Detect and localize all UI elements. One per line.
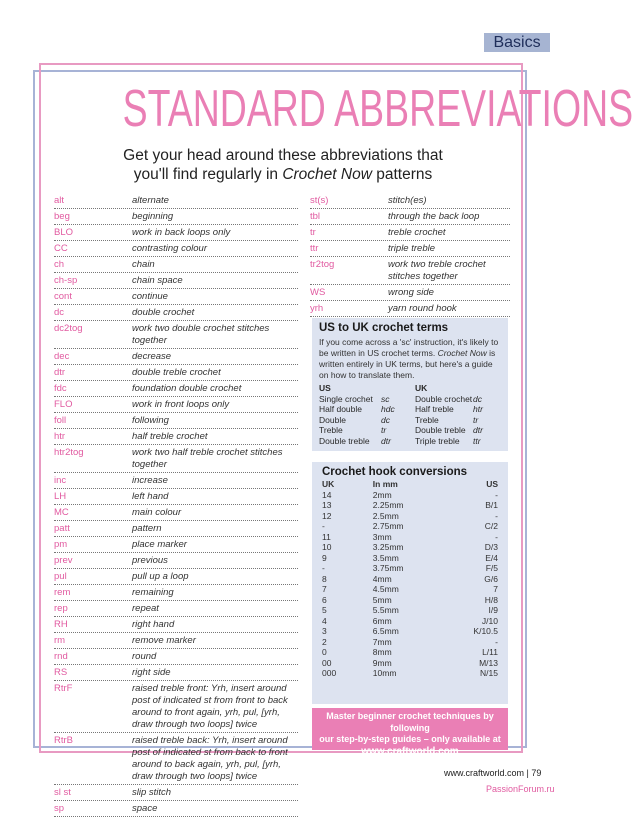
hook-cell: 0 [322,647,327,657]
abbreviation-definition: raised treble front: Yrh, insert around post of indicated st from front to back around to front again, yrh, pul, [yrh, draw through two loops] twice [132,683,288,730]
abbreviation-definition: work two double crochet stitches together [132,323,270,346]
abbreviation-term: tbl [310,211,321,222]
hook-cell: 8 [322,573,327,584]
hook-cell: 3.25mm [372,542,404,552]
abbreviation-row [54,349,298,365]
hook-row [322,584,498,595]
hook-cell: 9 [322,552,327,563]
banner-line-1: Master beginner crochet techniques by following [326,711,494,733]
hook-row [322,500,498,511]
hook-row [322,668,498,679]
hook-cell: 5mm [372,594,392,605]
us-uk-column [415,383,473,446]
abbreviation-row [54,193,298,209]
hook-cell: B/1 [485,500,498,510]
hook-cell: E/4 [485,552,498,563]
hook-cell: - [322,563,325,573]
abbreviation-definition: slip stitch [132,787,172,798]
us-uk-term: dtr [381,435,391,446]
abbreviation-term: patt [54,523,70,534]
abbreviation-term: htr [54,431,66,442]
abbreviation-row [54,665,298,681]
abbreviation-row [54,413,298,429]
abbreviation-definition: work two half treble crochet stitches together [132,447,283,470]
abbreviation-definition: triple treble [388,243,435,254]
hook-cell: 000 [322,668,337,678]
abbreviation-row [54,633,298,649]
abbreviation-row [310,193,510,209]
hook-cell: 3.75mm [372,563,404,573]
hook-cell: K/10.5 [473,626,498,636]
abbreviation-term: ch-sp [54,275,78,286]
hook-cell: 9mm [372,657,392,668]
us-uk-term: Double [319,414,346,425]
abbreviation-term: prev [54,555,73,566]
abbreviation-term: CC [54,243,68,254]
abbreviation-term: LH [54,491,67,502]
us-uk-term: dtr [473,425,483,435]
hook-cell: 8mm [372,647,392,657]
us-uk-term: Half treble [415,404,454,414]
hook-cell: 7mm [372,636,392,647]
abbreviation-term: RtrB [54,735,73,746]
hook-cell: F/5 [485,563,498,573]
us-uk-term: Treble [415,414,439,425]
abbreviation-definition: beginning [132,211,174,222]
hook-conversions-box [312,462,508,704]
hook-cell: C/2 [484,521,498,531]
abbreviation-row [54,209,298,225]
abbreviation-definition: through the back loop [388,211,480,222]
abbreviation-definition: chain [132,259,155,270]
hook-cell: 2.5mm [372,510,399,521]
abbreviation-row [54,585,298,601]
abbreviation-row [54,733,298,785]
source-credit: PassionForum.ru [486,784,555,794]
hook-header-row [322,479,498,490]
abbreviation-definition: main colour [132,507,182,518]
us-uk-term: Double treble [415,425,466,435]
abbreviation-row [54,289,298,305]
abbreviation-definition: repeat [132,603,159,614]
abbreviation-term: st(s) [310,195,329,206]
abbreviation-definition: chain space [132,275,183,286]
abbreviation-row [310,209,510,225]
abbreviation-row [54,601,298,617]
us-uk-spacer [473,383,497,394]
us-uk-term: hdc [381,404,395,414]
abbreviation-definition: half treble crochet [132,431,208,442]
abbreviation-definition: place marker [132,539,187,550]
us-uk-term: Treble [319,425,343,435]
abbreviation-row [54,273,298,289]
us-uk-heading: US to UK crochet terms [319,322,449,334]
abbreviation-row [54,365,298,381]
hook-cell: - [495,636,498,647]
hook-cell: M/13 [479,657,498,668]
abbreviation-definition: pull up a loop [132,571,189,582]
abbreviation-term: rem [54,587,71,598]
abbreviation-definition: double treble crochet [132,367,221,378]
hook-rows [322,490,498,679]
hook-cell: 3mm [372,531,392,542]
abbreviation-row [54,801,298,817]
abbreviation-term: MC [54,507,69,518]
abbreviation-term: alt [54,195,65,206]
hook-cell: I/9 [488,605,498,615]
abbreviation-row [54,785,298,801]
abbreviation-row [54,569,298,585]
hook-cell: 2mm [372,489,392,500]
us-uk-term: Single crochet [319,393,373,404]
abbreviation-definition: remove marker [132,635,196,646]
abbreviation-definition: treble crochet [388,227,446,238]
hook-column-header: In mm [372,479,398,489]
abbreviation-term: pul [54,571,67,582]
page-title: STANDARD ABBREVIATIONS [122,80,633,138]
abbreviation-row [54,445,298,473]
abbreviation-term: sp [54,803,65,814]
abbreviation-definition: yarn round hook [388,303,457,314]
abbreviation-definition: foundation double crochet [132,383,242,394]
us-uk-column [319,383,381,446]
abbreviation-definition: contrasting colour [132,243,207,254]
abbreviation-term: fdc [54,383,67,394]
abbreviation-term: sl st [54,787,71,798]
hook-row [322,563,498,574]
us-uk-column [473,383,497,446]
hook-cell: 3 [322,626,327,636]
section-tag: Basics [484,33,550,52]
abbreviation-term: RtrF [54,683,73,694]
abbreviation-term: dtr [54,367,66,378]
us-uk-term: ttr [473,435,481,446]
hook-row [322,532,498,543]
hook-cell: 6 [322,594,327,605]
hook-cell: 12 [322,510,332,521]
us-uk-term: Double crochet [415,393,473,404]
abbreviation-row [54,225,298,241]
us-uk-term: htr [473,404,483,414]
banner-url-link[interactable]: www.craftworld.com [361,745,459,757]
hook-row [322,626,498,637]
hook-row [322,658,498,669]
abbreviation-definition: previous [132,555,168,566]
us-uk-term: sc [381,393,390,404]
hook-cell: G/6 [484,573,498,584]
abbreviation-row [54,505,298,521]
hook-cell: 2 [322,636,327,647]
abbreviation-row [54,397,298,413]
hook-cell: 2.75mm [372,521,404,531]
abbreviation-row [54,681,298,733]
subtitle-magazine-name: Crochet Now [282,166,372,183]
hook-cell: 2.25mm [372,500,404,510]
abbreviations-list-right [310,193,510,317]
abbreviation-definition: raised treble back: Yrh, insert around post of indicated st from back to front around to back again, yrh, pul, [yrh, draw through two loops] twice [132,735,288,782]
hook-cell: 7 [493,584,498,594]
abbreviation-row [54,429,298,445]
abbreviation-term: BLO [54,227,74,238]
abbreviation-row [54,241,298,257]
hook-cell: D/3 [484,542,498,552]
abbreviation-row [54,617,298,633]
hook-column-header: UK [322,479,335,489]
hook-row [322,490,498,501]
abbreviation-term: yrh [310,303,324,314]
abbreviation-row [54,649,298,665]
abbreviation-term: rnd [54,651,68,662]
promo-banner[interactable] [312,708,508,757]
hook-cell: 4.5mm [372,584,399,594]
page-subtitle [60,146,506,184]
hook-cell: 00 [322,657,332,668]
hook-cell: 4 [322,615,327,626]
hook-cell: 10 [322,542,332,552]
subtitle-line-2-pre: you'll find regularly in [133,166,283,183]
abbreviation-row [54,553,298,569]
hook-cell: 14 [322,489,332,500]
hook-row [322,637,498,648]
us-uk-term: tr [381,425,387,435]
us-uk-column [381,383,415,446]
us-uk-column-header: US [319,383,331,393]
abbreviation-term: cont [54,291,72,302]
abbreviation-row [54,257,298,273]
abbreviation-row [310,225,510,241]
page-footer: www.craftworld.com | 79 [444,768,542,778]
abbreviation-term: foll [54,415,67,426]
abbreviation-definition: work two treble crochet stitches together [388,259,486,282]
abbreviation-term: RH [54,619,68,630]
abbreviation-definition: space [132,803,158,814]
abbreviation-row [54,521,298,537]
abbreviation-definition: work in back loops only [132,227,231,238]
abbreviation-row [54,321,298,349]
abbreviation-term: htr2tog [54,447,84,458]
hook-cell: 11 [322,531,331,542]
abbreviation-row [310,241,510,257]
hook-cell: - [495,510,498,521]
abbreviation-term: ch [54,259,65,270]
abbreviation-term: pm [54,539,68,550]
abbreviation-row [54,537,298,553]
us-uk-term: tr [473,414,479,425]
hook-cell: 7 [322,584,327,594]
hook-row [322,553,498,564]
hook-cell: L/11 [482,647,498,657]
abbreviation-row [310,285,510,301]
hook-cell: 4mm [372,573,392,584]
abbreviation-term: dec [54,351,70,362]
hook-row [322,542,498,553]
abbreviation-definition: increase [132,475,168,486]
abbreviation-term: rm [54,635,66,646]
abbreviation-row [310,301,510,317]
abbreviation-term: tr [310,227,316,238]
abbreviation-definition: decrease [132,351,172,362]
banner-line-2: our step-by-step guides – only available at [319,734,501,744]
abbreviation-term: tr2tog [310,259,335,270]
hook-cell: J/10 [481,615,498,626]
hook-heading: Crochet hook conversions [322,466,468,478]
hook-cell: 13 [322,500,332,510]
abbreviation-row [310,257,510,285]
abbreviations-list-left [54,193,298,817]
hook-cell: 5.5mm [372,605,399,615]
hook-cell: H/8 [484,594,498,605]
hook-row [322,574,498,585]
hook-row [322,521,498,532]
abbreviation-definition: right hand [132,619,175,630]
abbreviation-row [54,489,298,505]
abbreviation-definition: wrong side [388,287,434,298]
abbreviation-definition: continue [132,291,168,302]
us-uk-term: Half double [319,404,363,414]
hook-cell: - [495,489,498,500]
abbreviation-definition: remaining [132,587,174,598]
abbreviation-definition: right side [132,667,171,678]
abbreviation-row [54,305,298,321]
us-uk-term: dc [473,393,482,404]
us-uk-table [319,383,501,446]
hook-cell: 3.5mm [372,552,399,563]
hook-cell: - [322,521,325,531]
abbreviation-definition: stitch(es) [388,195,427,206]
us-uk-column-header: UK [415,383,428,393]
hook-row [322,616,498,627]
abbreviation-row [54,473,298,489]
us-uk-term: dc [381,414,390,425]
abbreviation-term: ttr [310,243,319,254]
abbreviation-term: FLO [54,399,73,410]
hook-cell: 5 [322,605,327,615]
hook-row [322,605,498,616]
abbreviation-term: dc2tog [54,323,83,334]
hook-cell: - [495,531,498,542]
hook-cell: 10mm [372,668,397,678]
hook-row [322,595,498,606]
abbreviation-term: rep [54,603,68,614]
hook-column-header: US [486,479,498,489]
subtitle-line-1: Get your head around these abbreviations that [123,147,443,164]
us-uk-term: Triple treble [415,435,460,446]
abbreviation-definition: alternate [132,195,169,206]
us-uk-term: Double treble [319,435,370,446]
abbreviation-term: RS [54,667,68,678]
us-uk-terms-box [312,318,508,451]
abbreviation-term: WS [310,287,326,298]
hook-cell: N/15 [480,668,498,678]
abbreviation-definition: round [132,651,157,662]
abbreviation-definition: pattern [132,523,162,534]
subtitle-line-2-post: patterns [371,166,433,183]
hook-cell: 6mm [372,615,392,626]
abbreviation-term: dc [54,307,65,318]
abbreviation-definition: work in front loops only [132,399,230,410]
abbreviation-term: beg [54,211,70,222]
hook-row [322,511,498,522]
hook-cell: 6.5mm [372,626,399,636]
us-uk-spacer [381,383,415,394]
abbreviation-definition: left hand [132,491,169,502]
abbreviation-definition: double crochet [132,307,195,318]
abbreviation-term: inc [54,475,67,486]
abbreviation-definition: following [132,415,169,426]
abbreviation-row [54,381,298,397]
hook-row [322,647,498,658]
us-uk-body: If you come across a 'sc' instruction, it's likely to be written in US crochet terms. Crochet Now is written entirely in UK terms, but here's a guide on how to translate them. [319,337,499,380]
